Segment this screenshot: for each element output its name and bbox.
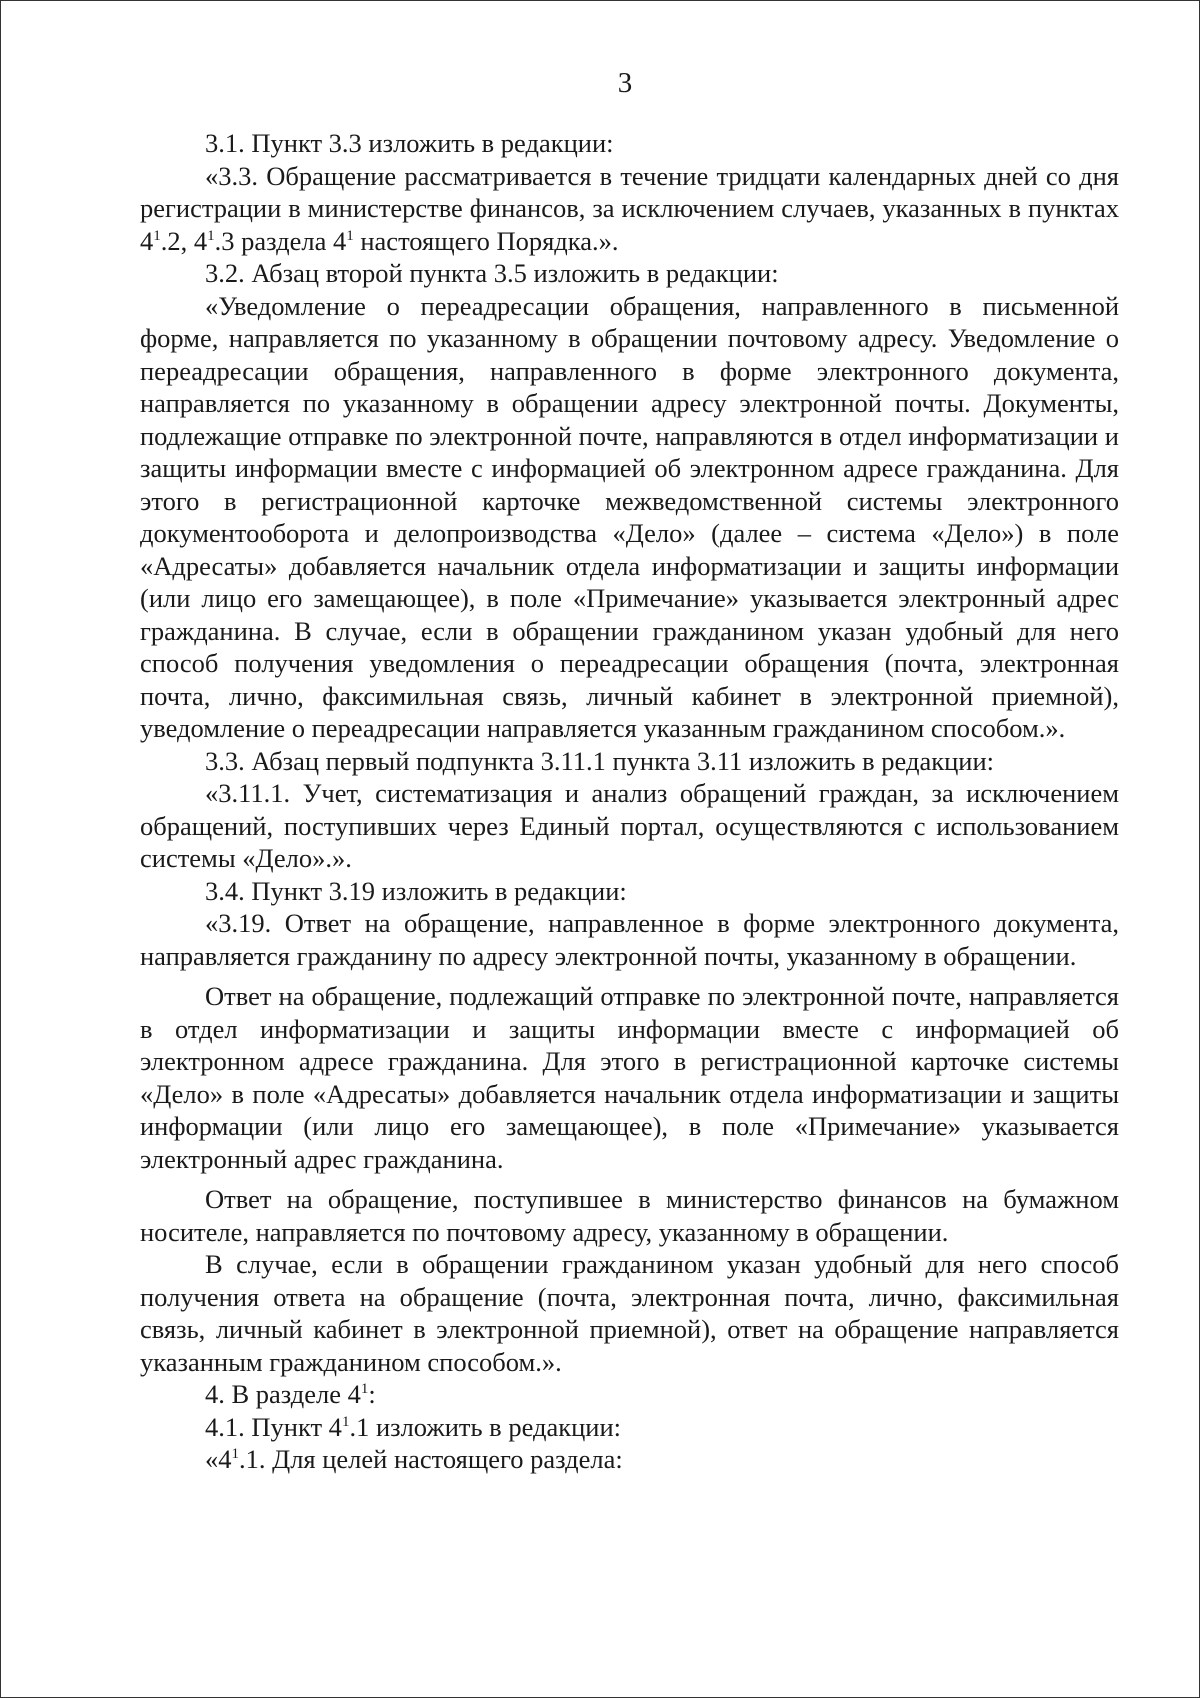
superscript-1: 1 — [341, 1413, 350, 1430]
paragraph: «Уведомление о переадресации обращения, направленного в письменной форме, направляется по указанному в обращении почтовому адресу. Уведомление о переадресации обращения, направленного в форме электронного документа, направляется по указанному в обращении адресу электронной почты. Документы, подлежащие отправке по электронной почте, направляются в отдел информатизации и защиты информации вместе с информацией об электронном адресе гражданина. Для этого в регистрационной карточке межведомственной системы электронного документооборота и делопроизводства «Дело» (далее – система «Дело») в поле «Адресаты» добавляется начальник отдела информатизации и защиты информации (или лицо его замещающее), в поле «Примечание» указывается электронный адрес гражданина. В случае, если в обращении гражданином указан удобный для него способ получения уведомления о переадресации обращения (почта, электронная почта, лично, факсимильная связь, личный кабинет в электронной приемной), уведомление о переадресации направляется указанным гражданином способом.». — [140, 290, 1119, 743]
superscript-1: 1 — [360, 1381, 369, 1398]
paragraph: 3.2. Абзац второй пункта 3.5 изложить в редакции: — [205, 258, 779, 288]
paragraph: В случае, если в обращении гражданином указан удобный для него способ получения ответа на обращение (почта, электронная почта, лично, факсимильная связь, личный кабинет в электронной приемной), ответ на обращение направляется указанным гражданином способом.». — [140, 1249, 1119, 1377]
paragraph: 3.1. Пункт 3.3 изложить в редакции: — [205, 128, 614, 158]
superscript-1: 1 — [346, 227, 354, 244]
document-body — [140, 127, 1119, 1476]
paragraph: 3.4. Пункт 3.19 изложить в редакции: — [205, 875, 627, 906]
superscript-1: 1 — [207, 227, 215, 244]
paragraph: «3.3. Обращение рассматривается в течение тридцати календарных дней со дня регистрации в министерстве финансов, за исключением случаев, указанных в пунктах $4^1.2$, $4^1.3$ раздела $4^1$ настоящего Порядка.». — [140, 160, 1119, 256]
paragraph: 4.1. Пункт $4^1.1$ изложить в редакции: — [205, 1411, 622, 1442]
paragraph: «$4^1.1$. Для целей настоящего раздела: — [205, 1444, 623, 1474]
paragraph: 3.3. Абзац первый подпункта 3.11.1 пункта 3.11 изложить в редакции: — [205, 745, 994, 776]
page-number: 3 — [617, 67, 633, 99]
paragraph: «3.19. Ответ на обращение, направленное в форме электронного документа, направляется гражданину по адресу электронной почты, указанному в обращении. — [140, 908, 1119, 971]
paragraph: 4. В разделе $4^1$: — [205, 1379, 376, 1409]
paragraph: Ответ на обращение, подлежащий отправке по электронной почте, направляется в отдел информатизации и защиты информации вместе с информацией об электронном адресе гражданина. Для этого в регистрационной карточке системы «Дело» в поле «Адресаты» добавляется начальник отдела информатизации и защиты информации (или лицо его замещающее), в поле «Примечание» указывается электронный адрес гражданина. — [140, 981, 1119, 1174]
paragraph: «3.11.1. Учет, систематизация и анализ обращений граждан, за исключением обращений, поступивших через Единый портал, осуществляются с использованием системы «Дело».». — [140, 778, 1119, 873]
paragraph: Ответ на обращение, поступившее в министерство финансов на бумажном носителе, направляется по почтовому адресу, указанному в обращении. — [140, 1184, 1119, 1247]
superscript-1: 1 — [153, 227, 161, 244]
superscript-1: 1 — [231, 1446, 239, 1463]
